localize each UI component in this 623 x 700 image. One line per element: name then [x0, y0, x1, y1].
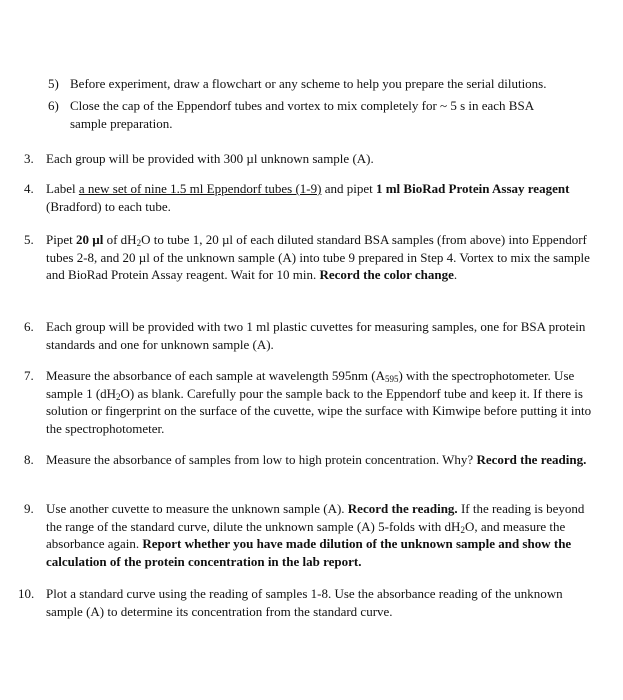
step-text	[46, 367, 602, 437]
step-number: 8.	[24, 452, 34, 467]
step-text-part: Measure the absorbance of each sample at wavelength 595nm (A	[46, 368, 385, 383]
sub-step-number: 6)	[48, 98, 59, 113]
step-text	[46, 500, 602, 570]
step-text	[46, 231, 602, 284]
step-text: Each group will be provided with 300 µl unknown sample (A).	[46, 151, 374, 166]
bold-phrase: Record the color change	[319, 267, 454, 282]
step-text-part: of dH	[103, 232, 137, 247]
step-number: 6.	[24, 319, 34, 334]
step-text: Each group will be provided with two 1 ml plastic cuvettes for measuring samples, one for BSA protein standards and one for unknown sample (A).	[46, 319, 586, 352]
step-text-part: Label	[46, 181, 79, 196]
bold-phrase: 1 ml BioRad Protein Assay reagent	[375, 181, 570, 196]
step-text-part: O) as blank. Carefully pour the sample back to the Eppendorf tube and keep it. If there is solution or fingerprint on the surface of the cuvette, wipe the surface with Kimwipe before putting it into the spectrophotometer.	[46, 385, 592, 436]
step-number: 4.	[24, 181, 34, 196]
step-number: 3.	[24, 151, 34, 166]
step-text-part: O to tube 1, 20 µl of each diluted standard BSA samples (from above) into Eppendorf tubes 2-8, and 20 µl of the unknown sample (A) into tube 9 prepared in Step 4. Vortex to mix the sample and BioRad Protein Assay reagent. Wait for 10 min.	[46, 232, 590, 282]
bold-phrase: Record the reading.	[347, 501, 458, 516]
step-text-part: O, and measure the absorbance again.	[46, 518, 566, 551]
subscript: 2	[116, 391, 121, 402]
sub-step-6	[48, 97, 608, 133]
step-text-part: ) with the spectrophotometer. Use sample 1 (dH	[46, 368, 575, 401]
step-number: 10.	[18, 586, 35, 601]
subscript: 2	[136, 238, 142, 248]
step-number: 9.	[24, 501, 34, 516]
step-text-part: Pipet	[46, 232, 76, 247]
step-number: 5.	[24, 232, 34, 247]
sub-step-text: Before experiment, draw a flowchart or any scheme to help you prepare the serial dilutions.	[70, 76, 547, 91]
step-text: Plot a standard curve using the reading of samples 1-8. Use the absorbance reading of the unknown sample (A) to determine its concentration from the standard curve.	[46, 586, 563, 619]
bold-phrase: Record the reading.	[476, 452, 587, 467]
step-number: 7.	[24, 368, 34, 383]
sub-step-text-line1: Close the cap of the Eppendorf tubes and vortex to mix completely for ~ 5 s in each BSA	[70, 98, 535, 113]
step-text-part: Use another cuvette to measure the unknown sample (A).	[46, 501, 348, 516]
subscript: 595	[384, 374, 399, 384]
underlined-phrase: a new set of nine 1.5 ml Eppendorf tubes (1-9)	[78, 181, 322, 196]
step-text	[46, 451, 602, 469]
bold-phrase: 20 µl	[75, 232, 104, 247]
step-text-part: .	[453, 267, 458, 282]
bold-phrase: Report whether you have made dilution of the unknown sample and show the calculation of the protein concentration in the lab report.	[46, 536, 572, 569]
sub-step-text-line2: sample preparation.	[70, 115, 173, 131]
step-text-part: Measure the absorbance of samples from low to high protein concentration. Why?	[46, 452, 477, 467]
step-text-part: (Bradford) to each tube.	[46, 198, 171, 214]
sub-step-text	[70, 97, 598, 132]
step-text	[46, 180, 602, 215]
step-text-part: and pipet	[321, 181, 376, 196]
sub-step-number: 5)	[48, 76, 59, 91]
subscript: 2	[460, 524, 465, 535]
step-text-part: If the reading is beyond the range of the standard curve, dilute the unknown sample (A) 5-folds with dH	[46, 501, 585, 534]
